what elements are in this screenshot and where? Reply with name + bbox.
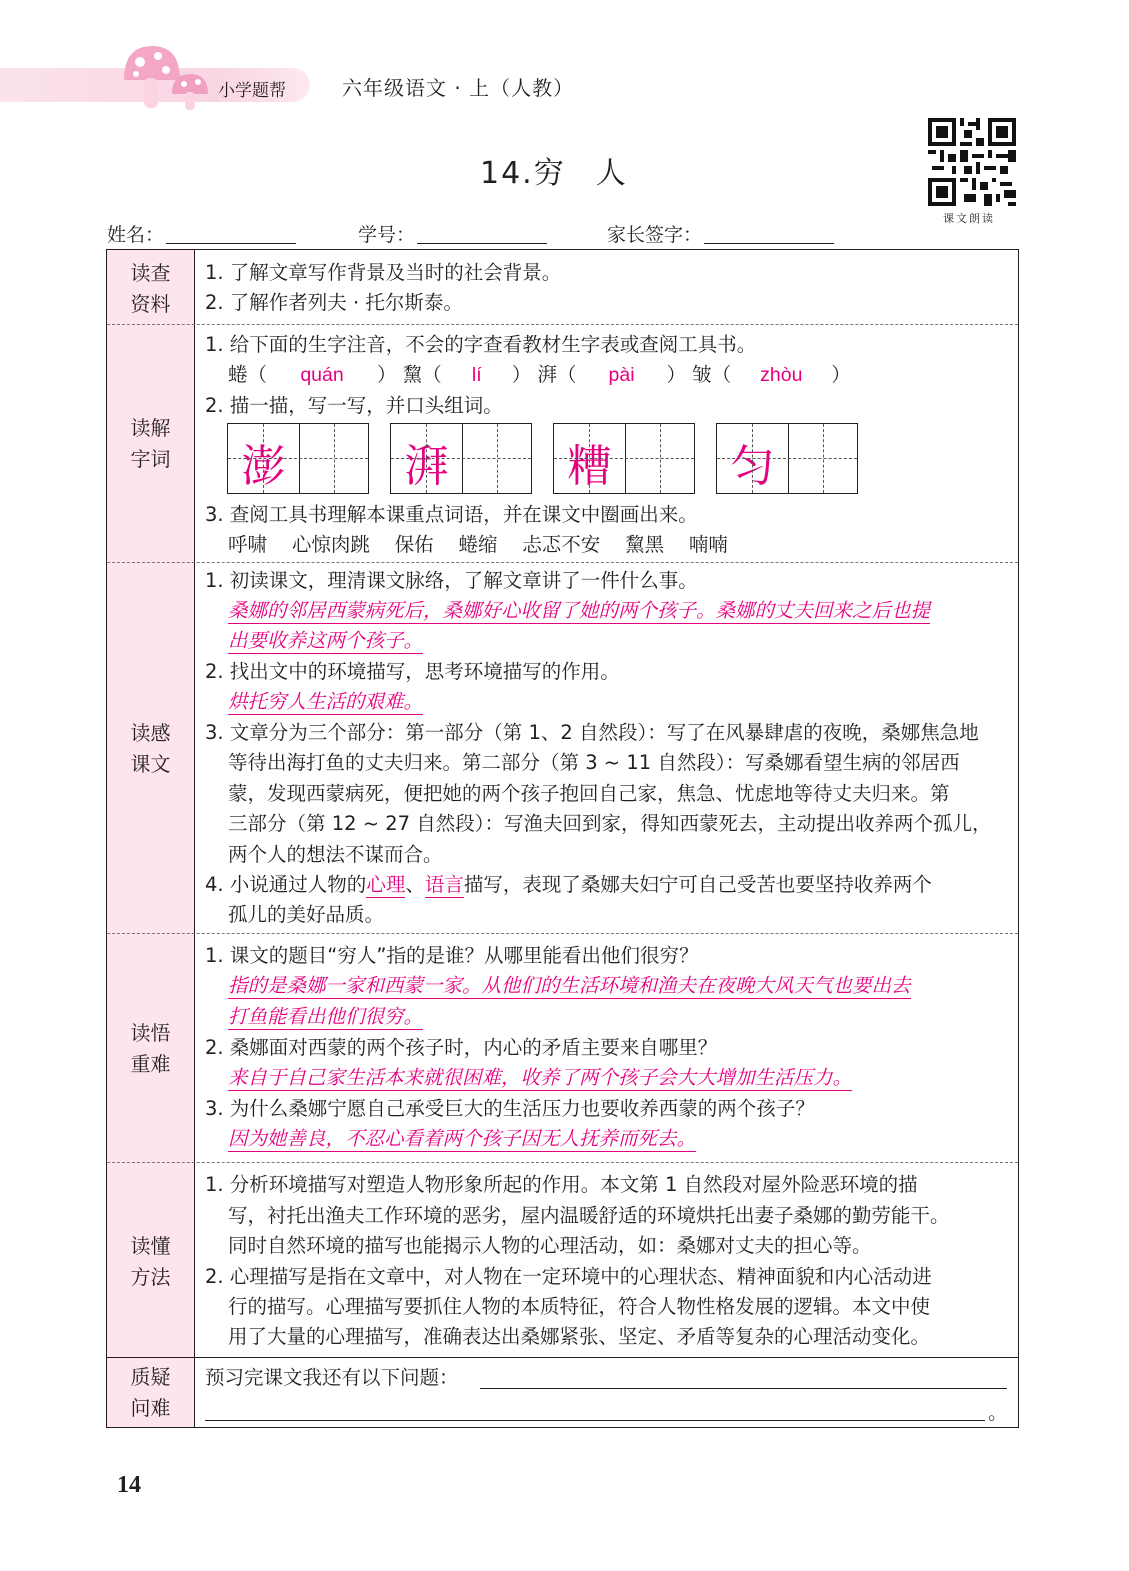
key-words-row xyxy=(228,530,728,560)
section-label-reading xyxy=(107,718,194,780)
lesson-number: 14. xyxy=(480,156,534,191)
pinyin-item: 蜷（ quán ） xyxy=(228,363,397,386)
end-mark: 。 xyxy=(988,1401,1008,1424)
reading-point-3: 等待出海打鱼的丈夫归来。第二部分（第 3 ~ 11 自然段）：写桑娜看望生病的邻居西 xyxy=(228,751,960,774)
answer-text: 出要收养这两个孩子。 xyxy=(228,629,424,652)
pinyin-char: 黧 xyxy=(402,363,423,386)
answer-text: 因为她善良，不忍心看着两个孩子因无人抚养而死去。 xyxy=(228,1127,697,1150)
key-word: 喃喃 xyxy=(688,533,728,556)
parent-signature xyxy=(607,220,834,247)
answer-text: 桑娜的邻居西蒙病死后，桑娜好心收留了她的两个孩子。桑娜的丈夫回来之后也提 xyxy=(228,599,931,622)
key-word: 忐忑不安 xyxy=(522,533,601,556)
reading-point-3: 3. 文章分为三个部分：第一部分（第 1、2 自然段）：写了在风暴肆虐的夜晚，桑娜焦急地 xyxy=(205,721,979,744)
method-item-2: 行的描写。心理描写要抓住人物的本质特征，符合人物性格发展的逻辑。本文中使 xyxy=(228,1295,931,1318)
key-word: 呼啸 xyxy=(228,533,268,556)
method-item-2: 用了大量的心理描写，准确表达出桑娜紧张、坚定、矛盾等复杂的心理活动变化。 xyxy=(228,1325,931,1348)
qr-caption: 课文朗读 xyxy=(943,212,995,225)
words-question-2: 2. 描一描，写一写，并口头组词。 xyxy=(205,394,503,417)
label-line: 读悟 xyxy=(130,1021,171,1045)
reading-answer-1 xyxy=(228,596,930,626)
lesson-title xyxy=(480,148,628,192)
key-question-2: 2. 桑娜面对西蒙的两个孩子时，内心的矛盾主要来自哪里？ xyxy=(205,1036,718,1059)
pinyin-row xyxy=(228,360,851,390)
text: 描写，表现了桑娜夫妇宁可自己受苦也要坚持收养两个 xyxy=(463,873,932,896)
key-word: 蜷缩 xyxy=(458,533,498,556)
book-title: 六年级语文 · 上（人教） xyxy=(342,76,575,100)
row-divider xyxy=(107,1357,1018,1358)
label-line: 质疑 xyxy=(130,1365,171,1389)
reading-point-4 xyxy=(205,870,932,900)
method-item-1: 写，衬托出渔夫工作环境的恶劣，屋内温暖舒适的环境烘托出妻子桑娜的勤劳能干。 xyxy=(228,1204,950,1227)
questions-prompt: 预习完课文我还有以下问题： xyxy=(205,1366,459,1389)
key-question-3: 3. 为什么桑娜宁愿自己承受巨大的生活压力也要收养西蒙的两个孩子？ xyxy=(205,1097,815,1120)
label-line: 重难 xyxy=(130,1052,171,1076)
key-question-1: 1. 课文的题目“穷人”指的是谁？从哪里能看出他们很穷？ xyxy=(205,944,699,967)
parent-field[interactable] xyxy=(704,225,834,244)
reading-point-3: 蒙，发现西蒙病死，便把她的两个孩子抱回自己家，焦急、忧虑地等待丈夫归来。第 xyxy=(228,782,950,805)
lesson-title-word-2: 人 xyxy=(595,156,628,191)
label-line: 资料 xyxy=(130,292,171,316)
reading-point-4: 孤儿的美好品质。 xyxy=(228,903,385,926)
pinyin-char: 蜷 xyxy=(228,363,248,386)
pinyin-answer: zhòu xyxy=(760,364,803,386)
answer-text: 来自于自己家生活本来就很困难，收养了两个孩子会大大增加生活压力。 xyxy=(228,1066,853,1089)
pinyin-item: 皱（ zhòu ） xyxy=(692,363,851,386)
label-line: 读感 xyxy=(130,721,171,745)
method-item-2: 2. 心理描写是指在文章中，对人物在一定环境中的心理状态、精神面貌和内心活动进 xyxy=(205,1265,932,1288)
pinyin-item: 黧（ lí ） xyxy=(403,363,532,386)
key-answer-1 xyxy=(228,971,911,1001)
key-word: 保佑 xyxy=(394,533,434,556)
method-item-1: 1. 分析环境描写对塑造人物形象所起的作用。本文第 1 自然段对屋外险恶环境的描 xyxy=(205,1173,918,1196)
label-line: 课文 xyxy=(130,752,171,776)
answer-text: 指的是桑娜一家和西蒙一家。从他们的生活环境和渔夫在夜晚大风天气也要出去 xyxy=(228,974,911,997)
key-answer-3 xyxy=(228,1124,696,1154)
label-line: 读查 xyxy=(130,261,171,285)
name-field[interactable] xyxy=(166,225,296,244)
answer-text: 打鱼能看出他们很穷。 xyxy=(228,1005,424,1028)
writing-grid[interactable] xyxy=(716,423,858,494)
answer-text: 心理 xyxy=(366,873,406,896)
text: 、 xyxy=(405,873,425,896)
answer-text: 语言 xyxy=(424,873,464,896)
row-divider xyxy=(107,324,1018,325)
key-word: 黧黑 xyxy=(625,533,665,556)
trace-char: 匀 xyxy=(730,441,775,492)
student-name xyxy=(107,220,296,247)
question-answer-line[interactable] xyxy=(205,1398,985,1421)
trace-char: 糟 xyxy=(567,441,612,492)
pinyin-answer: lí xyxy=(471,364,482,386)
label-line: 方法 xyxy=(130,1265,171,1289)
section-label-questions xyxy=(107,1362,194,1424)
pinyin-char: 湃 xyxy=(537,363,558,386)
label-line: 读解 xyxy=(130,416,171,440)
label-line: 字词 xyxy=(130,447,171,471)
row-divider xyxy=(107,933,1018,934)
row-divider xyxy=(107,1162,1018,1163)
reading-point-3: 两个人的想法不谋而合。 xyxy=(228,843,443,866)
qr-code-icon[interactable] xyxy=(928,118,1016,206)
lesson-title-word-1: 穷 xyxy=(533,156,566,191)
pinyin-char: 皱 xyxy=(692,363,712,386)
section-label-key-points xyxy=(107,1018,194,1080)
pinyin-answer: quán xyxy=(300,364,344,386)
page-number: 14 xyxy=(117,1472,141,1498)
research-item-1: 1. 了解文章写作背景及当时的社会背景。 xyxy=(205,261,562,284)
trace-char: 澎 xyxy=(241,441,286,492)
writing-grid[interactable] xyxy=(553,423,695,494)
key-answer-2 xyxy=(228,1063,852,1093)
mushroom-icon xyxy=(118,40,218,112)
parent-label: 家长签字： xyxy=(607,224,703,246)
section-label-methods xyxy=(107,1231,194,1293)
student-id xyxy=(358,220,547,247)
key-answer-1 xyxy=(228,1002,423,1032)
writing-grid[interactable] xyxy=(227,423,369,494)
label-line: 问难 xyxy=(130,1396,171,1420)
section-label-words xyxy=(107,413,194,475)
words-question-3: 3. 查阅工具书理解本课重点词语，并在课文中圈画出来。 xyxy=(205,503,698,526)
pinyin-answer: pài xyxy=(608,364,635,386)
brand-label: 小学题帮 xyxy=(218,81,286,101)
words-question-1: 1. 给下面的生字注音，不会的字查看教材生字表或查阅工具书。 xyxy=(205,333,757,356)
reading-answer-2 xyxy=(228,687,423,717)
section-label-research xyxy=(107,258,194,320)
question-answer-line[interactable] xyxy=(480,1366,1007,1389)
reading-question-2: 2. 找出文中的环境描写，思考环境描写的作用。 xyxy=(205,660,620,683)
row-divider xyxy=(107,562,1018,563)
research-item-2: 2. 了解作者列夫 · 托尔斯泰。 xyxy=(205,291,463,314)
method-item-1: 同时自然环境的描写也能揭示人物的心理活动，如：桑娜对丈夫的担心等。 xyxy=(228,1234,872,1257)
writing-grid[interactable] xyxy=(390,423,532,494)
label-line: 读懂 xyxy=(130,1234,171,1258)
reading-answer-1 xyxy=(228,626,423,656)
reading-point-3: 三部分（第 12 ~ 27 自然段）：写渔夫回到家，得知西蒙死去，主动提出收养两个孤儿， xyxy=(228,812,992,835)
id-field[interactable] xyxy=(417,225,547,244)
name-label: 姓名： xyxy=(107,224,165,246)
text: 4. 小说通过人物的 xyxy=(205,873,367,896)
pinyin-item: 湃（ pài ） xyxy=(538,363,687,386)
id-label: 学号： xyxy=(358,224,416,246)
trace-char: 湃 xyxy=(404,441,449,492)
answer-text: 烘托穷人生活的艰难。 xyxy=(228,690,424,713)
reading-question-1: 1. 初读课文，理清课文脉络，了解文章讲了一件什么事。 xyxy=(205,569,698,592)
key-word: 心惊肉跳 xyxy=(291,533,370,556)
